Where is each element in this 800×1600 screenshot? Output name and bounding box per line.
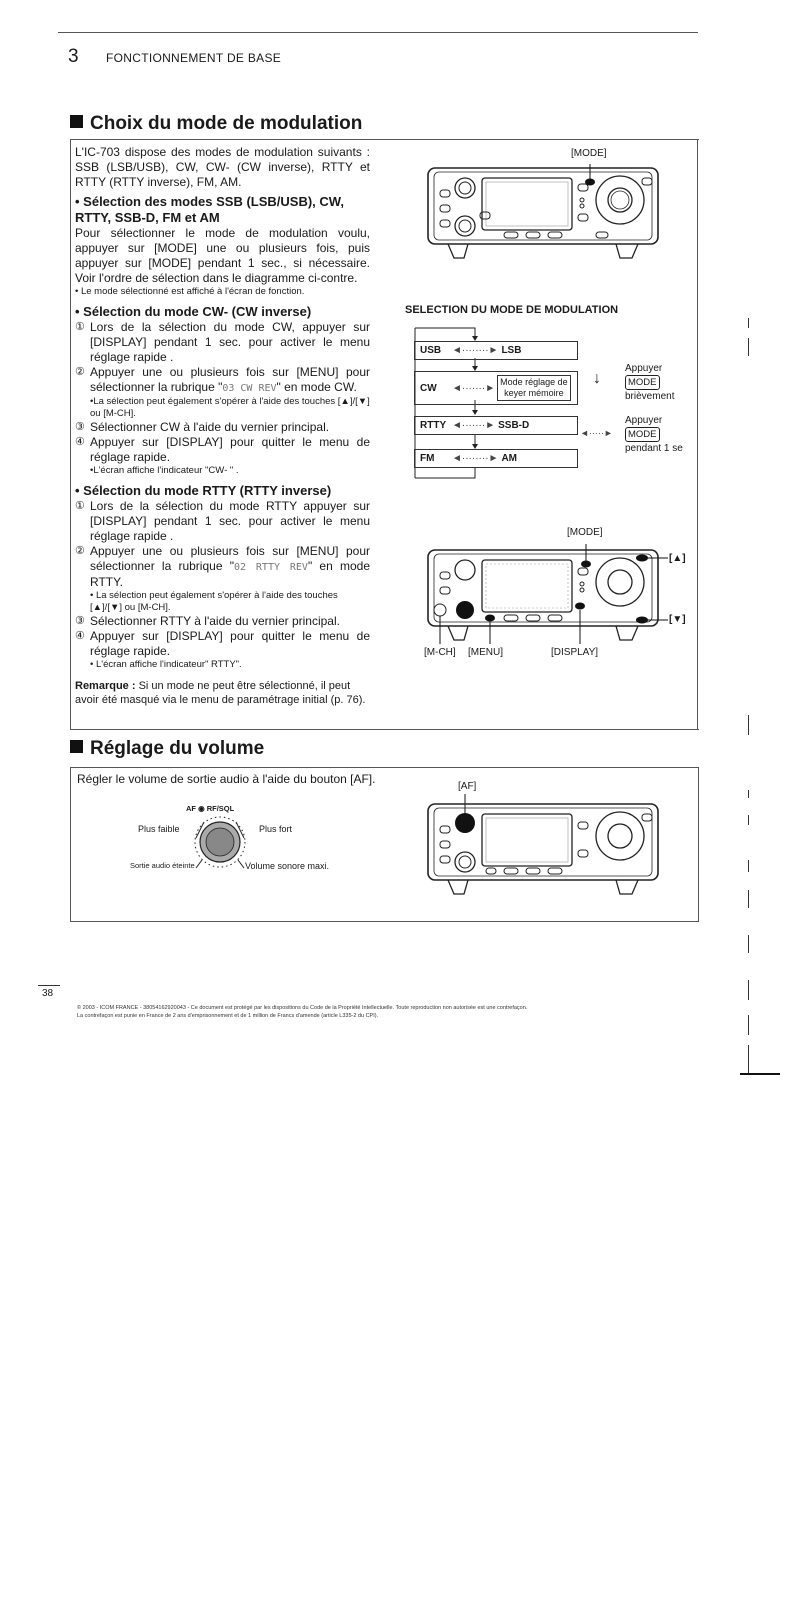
mode-key-icon: MODE [625,375,660,390]
chapter-number: 3 [68,46,79,67]
figure1-mode-label: [MODE] [571,148,607,159]
cw-bullet-1: •La sélection peut également s'opérer à l'aide des touches [▲]/[▼] ou [M-CH]. [90,396,370,419]
lcd-code-rtty-rev: 02 RTTY REV [233,562,308,573]
figure2-down-label: [▼] [669,614,686,625]
margin-corner-mark [740,1073,780,1075]
rtty-step-3: ③ Sélectionner RTTY à l'aide du vernier principal. [75,614,340,628]
knob-left-label: Plus faible [138,824,180,834]
lcd-code-cw-rev: 03 CW REV [222,383,277,394]
knob-top-label: AF ◉ RF/SQL [186,804,235,813]
remark-paragraph [75,679,370,707]
section-title-volume [70,738,264,760]
rtty-step-4: ④ Appuyer sur [DISPLAY] pour quitter le menu de réglage rapide. [75,629,370,658]
margin-mark [748,980,749,1000]
copyright-footer [77,1004,717,1020]
copyright-line-2: La contrefaçon est punie en France de 2 ans d'emprisonnement et de 1 million de Francs d'amende (article L335-2 du CPI). [77,1013,379,1019]
figure2-mch-label: [M-CH] [424,647,456,658]
rtty-step-2: ② Appuyer une ou plusieurs fois sur [MENU] pour sélectionner la rubrique "02 RTTY REV" en mode RTTY. [75,544,370,589]
cw-bullet-2: •L'écran affiche l'indicateur "CW- " . [90,465,239,476]
subheading-rtty-reverse: • Sélection du mode RTTY (RTTY inverse) [75,483,332,498]
knob-right-label: Plus fort [259,824,293,834]
cw-step-3: ③ Sélectionner CW à l'aide du vernier principal. [75,420,330,434]
section-title-modulation [70,113,362,135]
copyright-line-1: © 2003 - ICOM FRANCE - 38054162920043 - Ce document est protégé par les dispositions du Code de la Propriété Intellectuelle. Toute reproduction non autorisée est une contrefaçon. [77,1005,528,1011]
margin-mark [748,318,749,328]
figure2-up-label: [▲] [669,553,686,564]
ssb-note: • Le mode sélectionné est affiché à l'écran de fonction. [75,286,305,297]
page-number: 38 [42,988,54,999]
section-title-text: Choix du mode de modulation [90,113,363,134]
page-number-rule [38,985,60,986]
figure2-mode-label: [MODE] [567,527,603,538]
press-brief-note: Appuyer MODE brièvement [625,363,675,402]
margin-mark [748,790,749,798]
press-long-note: Appuyer MODE pendant 1 se [625,415,683,454]
remark-label: Remarque : [75,680,136,692]
figure2-display-label: [DISPLAY] [551,647,599,658]
margin-mark [748,338,749,356]
af-knob-icon [180,812,260,870]
flow-row-rtty-ssbd: RTTY ◄·······► SSB-D [414,416,578,435]
radio-front-panel-figure-1 [420,160,665,262]
rtty-step-1: ① Lors de la sélection du mode RTTY appuyer sur [DISPLAY] pendant 1 sec. pour activer le menu réglage rapide . [75,499,370,543]
section-title-text: Réglage du volume [90,738,265,759]
volume-paragraph: Régler le volume de sortie audio à l'aide du bouton [AF]. [77,772,376,786]
radio-front-panel-figure-2 [420,540,670,648]
cw-step-1: ① Lors de la sélection du mode CW, appuyer sur [DISPLAY] pendant 1 sec. pour activer le menu réglage rapide . [75,320,370,364]
square-bullet-icon [70,115,83,128]
intro-paragraph: L'IC-703 dispose des modes de modulation suivants : SSB (LSB/USB), CW, CW- (CW inverse), RTTY et RTTY (RTTY inverse), FM, AM. [75,145,370,189]
box-right-edge [697,139,698,729]
flow-title: SELECTION DU MODE DE MODULATION [405,304,619,316]
rtty-bullet-2: • L'écran affiche l'indicateur" RTTY". [90,659,242,670]
subheading-ssb: • Sélection des modes SSB (LSB/USB), CW, RTTY, SSB-D, FM et AM [75,194,344,225]
long-press-arrow: ◄·····► [580,428,613,438]
flow-row-usb-lsb: USB ◄········► LSB [414,341,578,360]
flow-row-cw: CW ◄·······► Mode réglage de keyer mémoire [414,371,578,405]
mode-key-icon-2: MODE [625,427,660,442]
chapter-title: FONCTIONNEMENT DE BASE [106,51,282,65]
knob-bottom-left-label: Sortie audio éteinte [130,861,195,870]
modulation-text-column [75,145,370,707]
square-bullet-icon [70,740,83,753]
flow-row-fm-am: FM ◄········► AM [414,449,578,468]
arrow-down-icon: ↓ [593,370,601,387]
ssb-paragraph: Pour sélectionner le mode de modulation voulu, appuyer sur [MODE] une ou plusieurs fois, puis appuyer sur [MODE] pendant 1 sec., si nécessaire. Voir l'ordre de sélection dans le diagramme ci-contre. [75,226,370,285]
figure3-af-label: [AF] [458,781,477,792]
margin-mark [748,935,749,953]
header-rule [58,32,698,33]
radio-front-panel-figure-3 [420,792,665,897]
remark-text: Si un mode ne peut être sélectionné, il peut avoir été masqué via le menu de paramétrage initial (p. 76). [75,680,366,706]
subheading-cw-reverse: • Sélection du mode CW- (CW inverse) [75,304,312,319]
margin-mark [748,860,749,872]
margin-mark [748,815,749,825]
cw-step-4: ④ Appuyer sur [DISPLAY] pour quitter le menu de réglage rapide. [75,435,370,464]
knob-bottom-right-label: Volume sonore maxi. [245,861,330,871]
cw-step-2: ② Appuyer une ou plusieurs fois sur [MENU] pour sélectionner la rubrique "03 CW REV" en mode CW. [75,365,370,394]
rtty-bullet-1: • La sélection peut également s'opérer à l'aide des touches [▲]/[▼] ou [M-CH]. [90,590,338,613]
figure2-menu-label: [MENU] [468,647,503,658]
margin-mark [748,1015,749,1035]
margin-mark [748,890,749,908]
margin-mark [748,715,749,735]
margin-mark [748,1045,749,1075]
